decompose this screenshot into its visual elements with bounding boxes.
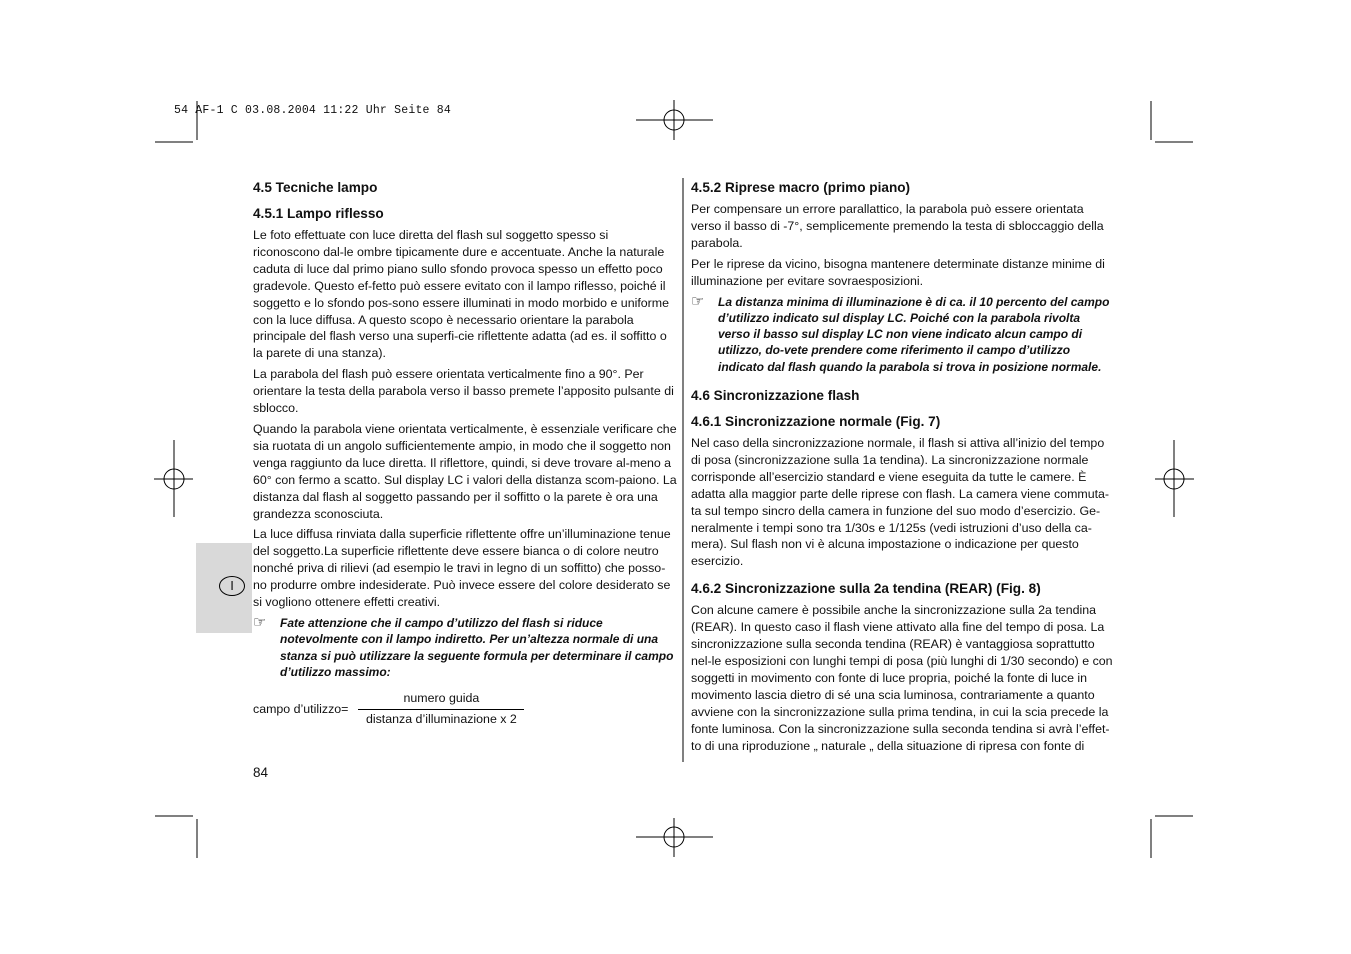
- right-column: [691, 179, 1115, 758]
- page-number: 84: [253, 765, 269, 780]
- language-tab-letter: I: [219, 576, 245, 596]
- formula-denominator: distanza d’illuminazione x 2: [365, 712, 517, 727]
- note-text: La distanza minima di illuminazione è di ca. il 10 percento del campo d’utilizzo indicato sul display LC. Poiché con la parabola rivolta verso il basso sul display LC non viene indicato alcun campo di utilizzo, do-vete prendere come riferimento il campo d’utilizzo indicato dal flash quando la parabola si trova in posizione normale.: [718, 294, 1110, 374]
- pointing-hand-icon: ☞: [253, 613, 267, 631]
- subsection-heading-4-5-2: 4.5.2 Riprese macro (primo piano): [691, 180, 911, 195]
- paragraph: Quando la parabola viene orientata verticalmente, è essenziale verificare che sia ruotata di un angolo sufficientemente ampio, in modo che il soggetto non venga raggiunto da luce diretta. Il riflettore, quindi, si deve trovare al-meno a 60° con fermo a scatto. Sul display LC i valori della distanza scom-paiono. La distanza dal flash al soggetto passando per il soffitto o la parete è ora una grandezza sconosciuta.: [253, 421, 677, 521]
- paragraph: Per compensare un errore parallattico, la parabola può essere orientata verso il basso di -7°, semplicemente premendo la testa di sbloccaggio della parabola.: [691, 202, 1104, 250]
- paragraph: La luce diffusa rinviata dalla superficie riflettente offre un’illuminazione tenue del soggetto.La superficie riflettente deve essere bianca o di colore neutro nonché priva di rilievi (ad esempio le travi in legno di un soffitto) che posso-no produrre ombre indesiderate. Può invece essere del colore desiderato se si vogliono ottenere effetti creativi.: [253, 527, 671, 610]
- print-slug: 54 AF-1 C 03.08.2004 11:22 Uhr Seite 84: [174, 104, 451, 117]
- formula-numerator: numero guida: [403, 691, 480, 706]
- subsection-heading-4-5-1: 4.5.1 Lampo riflesso: [253, 206, 384, 221]
- formula-fraction: [358, 690, 524, 728]
- left-column: [253, 179, 677, 728]
- section-heading-4-6: 4.6 Sincronizzazione flash: [691, 388, 860, 404]
- subsection-heading-4-6-2: 4.6.2 Sincronizzazione sulla 2a tendina (REAR) (Fig. 8): [691, 581, 1041, 597]
- note: [253, 615, 677, 680]
- note-text: Fate attenzione che il campo d’utilizzo del flash si riduce notevolmente con il lampo indiretto. Per un’altezza normale di una stanza si può utilizzare la seguente formula per determinare il campo d’utilizzo massimo:: [280, 615, 674, 679]
- subsection-heading-4-6-1: 4.6.1 Sincronizzazione normale (Fig. 7): [691, 414, 941, 430]
- pointing-hand-icon: ☞: [691, 292, 705, 310]
- paragraph: Nel caso della sincronizzazione normale, il flash si attiva all’inizio del tempo di posa (sincronizzazione sulla 1a tendina). La sincronizzazione normale corrisponde all’esercizio standard e viene eseguita da tutte le camere. È adatta alla maggior parte delle riprese con flash. La camera viene commuta-ta sul tempo sincro della camera in funzione del suo modo d’esercizio. Ge-neralmente i tempi sono tra 1/30s e 1/125s (vedi istruzioni d’uso della ca-mera). Sul flash non vi è alcuna impostazione o indicazione per questo esercizio.: [691, 436, 1110, 569]
- paragraph: Per le riprese da vicino, bisogna mantenere determinate distanze minime di illuminazione per evitare sovraesposizioni.: [691, 256, 1105, 288]
- formula: [253, 690, 677, 728]
- paragraph: La parabola del flash può essere orientata verticalmente fino a 90°. Per orientare la testa della parabola verso il basso premete l’apposito pulsante di sblocco.: [253, 367, 674, 416]
- paragraph: Con alcune camere è possibile anche la sincronizzazione sulla 2a tendina (REAR). In questo caso il flash viene attivato alla fine del tempo di posa. La sincronizzazione sulla seconda tendina (REAR) è vantaggiosa soprattutto nel-le esposizioni con lunghi tempi di posa (più lunghi di 1/30 secondo) e con soggetti in movimento con fonte di luce propria, poiché la fonte di luce in movimento lascia dietro di sé una scia luminosa, contrariamente a quanto avviene con la sincronizzazione sulla prima tendina, in cui la scia precede la fonte luminosa. Con la sincronizzazione sulla seconda tendina si avrà l’effet-to di una riproduzione „ naturale „ della situazione di ripresa con fonte di: [691, 603, 1113, 753]
- note: [691, 294, 1115, 375]
- formula-label: campo d’utilizzo=: [253, 701, 349, 716]
- section-heading-4-5: 4.5 Tecniche lampo: [253, 180, 378, 195]
- paragraph: Le foto effettuate con luce diretta del flash sul soggetto spesso si riconoscono dal-le ombre tipicamente dure e accentuate. Anche la naturale caduta di luce dal primo piano sullo sfondo provoca spesso un effetto poco gradevole. Questo ef-fetto può essere evitato con il lampo riflesso, poiché il soggetto e lo sfondo pos-sono essere illuminati in modo morbido e uniforme con la luce diffusa. A questo scopo è necessario orientare la parabola principale del flash verso una superfi-cie riflettente adatta (ad es. il soffitto o la parete di una stanza).: [253, 228, 670, 361]
